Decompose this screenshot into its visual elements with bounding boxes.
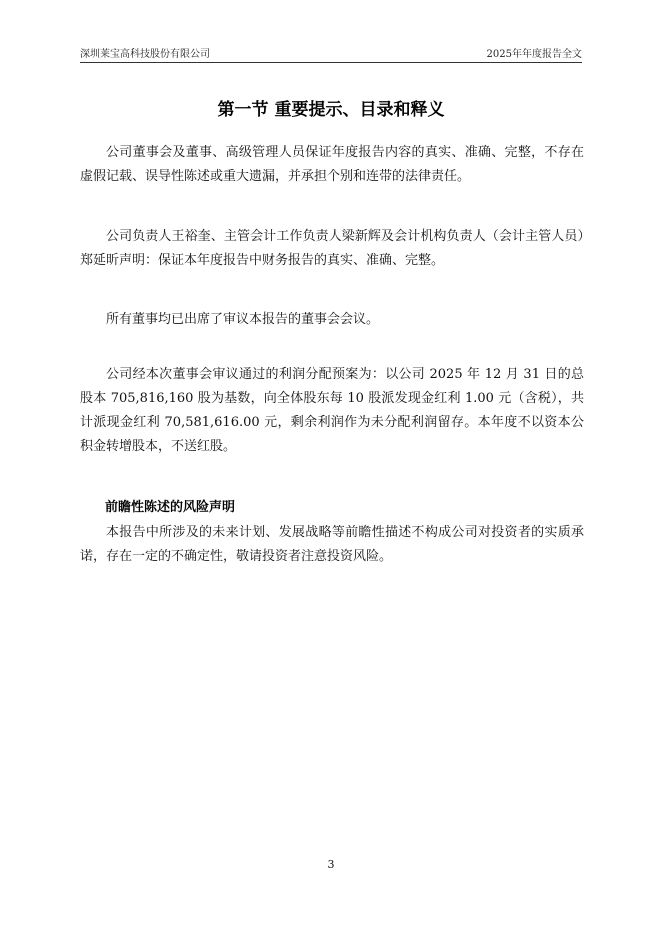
page-number: 3 <box>327 858 335 871</box>
paragraph-board-attendance: 所有董事均已出席了审议本报告的董事会会议。 <box>106 312 380 327</box>
section-title: 第一节 重要提示、目录和释义 <box>217 100 445 120</box>
risk-heading: 前瞻性陈述的风险声明 <box>105 500 236 515</box>
page-header-report-title: 2025年年度报告全文 <box>486 49 582 60</box>
paragraph-risk-statement: 本报告中所涉及的未来计划、发展战略等前瞻性描述不构成公司对投资者的实质承诺，存在一定的不确定性，敬请投资者注意投资风险。 <box>80 525 584 564</box>
paragraph-responsible-persons: 公司负责人王裕奎、主管会计工作负责人梁新辉及会计机构负责人（会计主管人员）郑延昕声明：保证本年度报告中财务报告的真实、准确、完整。 <box>80 229 584 268</box>
paragraph-board-statement: 公司董事会及董事、高级管理人员保证年度报告内容的真实、准确、完整，不存在虚假记载、误导性陈述或重大遗漏，并承担个别和连带的法律责任。 <box>80 145 584 184</box>
page-header-company: 深圳莱宝高科技股份有限公司 <box>80 49 210 60</box>
header-divider <box>80 62 582 63</box>
paragraph-profit-distribution: 公司经本次董事会审议通过的利润分配预案为：以公司 2025 年 12 月 31 日的总股本 705,816,160 股为基数，向全体股东每 10 股派发现金红利 1.00 元（含税），共计派现金红利 70,581,616.00 元，剩余利润作为未分配利润留存。本年度不以资本公积金转增股本，不送红股。 <box>80 367 584 454</box>
